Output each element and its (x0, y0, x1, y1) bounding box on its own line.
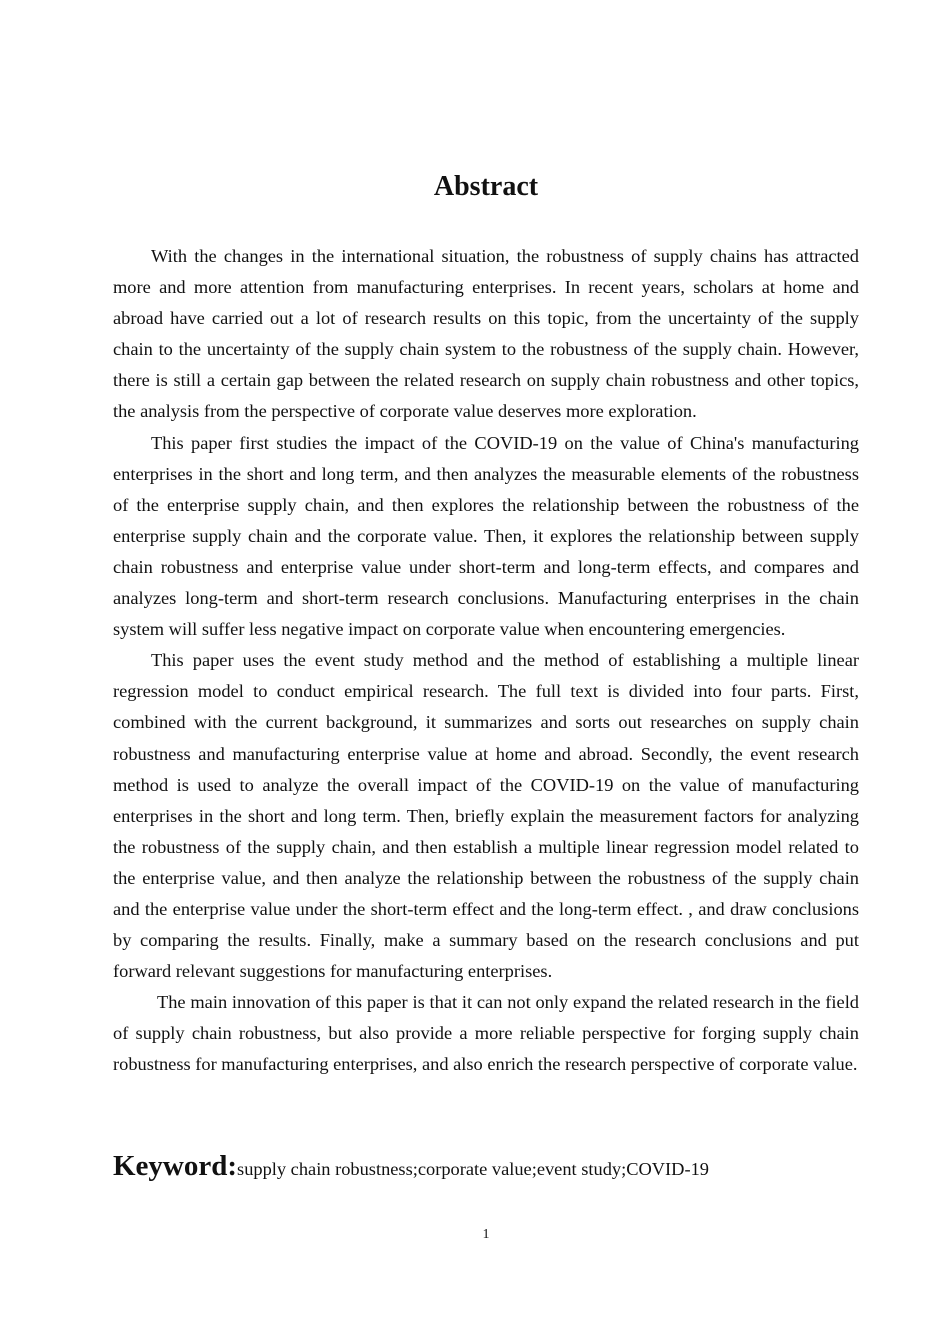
abstract-paragraph-3: This paper uses the event study method and the method of establishing a multiple linear regression model to conduct empirical research. The full text is divided into four parts. First, combined with the current background, it summarizes and sorts out researches on supply chain robustness and manufacturing enterprise value at home and abroad. Secondly, the event research method is used to analyze the overall impact of the COVID-19 on the value of manufacturing enterprises in the short and long term. Then, briefly explain the measurement factors for analyzing the robustness of the supply chain, and then establish a multiple linear regression model related to the enterprise value, and then analyze the relationship between the robustness of the supply chain and the enterprise value under the short-term effect and the long-term effect. , and draw conclusions by comparing the results. Finally, make a summary based on the research conclusions and put forward relevant suggestions for manufacturing enterprises. (113, 650, 859, 982)
keyword-label: Keyword: (113, 1150, 238, 1182)
abstract-body (113, 241, 859, 1081)
abstract-paragraph-4: The main innovation of this paper is that it can not only expand the related research in the field of supply chain robustness, but also provide a more reliable perspective for forging supply chain robustness for manufacturing enterprises, and also enrich the research perspective of corporate value. (113, 992, 859, 1075)
keywords-line (113, 1150, 859, 1183)
keyword-list: supply chain robustness;corporate value;event study;COVID-19 (237, 1159, 709, 1179)
page-number: 1 (482, 1227, 490, 1242)
abstract-paragraph-2: This paper first studies the impact of the COVID-19 on the value of China's manufacturing enterprises in the short and long term, and then analyzes the measurable elements of the robustness of the enterprise supply chain, and then explores the relationship between the robustness of the enterprise supply chain and the corporate value. Then, it explores the relationship between supply chain robustness and enterprise value under short-term and long-term effects, and compares and analyzes long-term and short-term research conclusions. Manufacturing enterprises in the chain system will suffer less negative impact on corporate value when encountering emergencies. (113, 432, 859, 640)
abstract-paragraph-1: With the changes in the international situation, the robustness of supply chains has attracted more and more attention from manufacturing enterprises. In recent years, scholars at home and abroad have carried out a lot of research results on this topic, from the uncertainty of the supply chain to the uncertainty of the supply chain system to the robustness of the supply chain. However, there is still a certain gap between the related research on supply chain robustness and other topics, the analysis from the perspective of corporate value deserves more exploration. (113, 246, 859, 422)
abstract-title: Abstract (433, 171, 539, 202)
